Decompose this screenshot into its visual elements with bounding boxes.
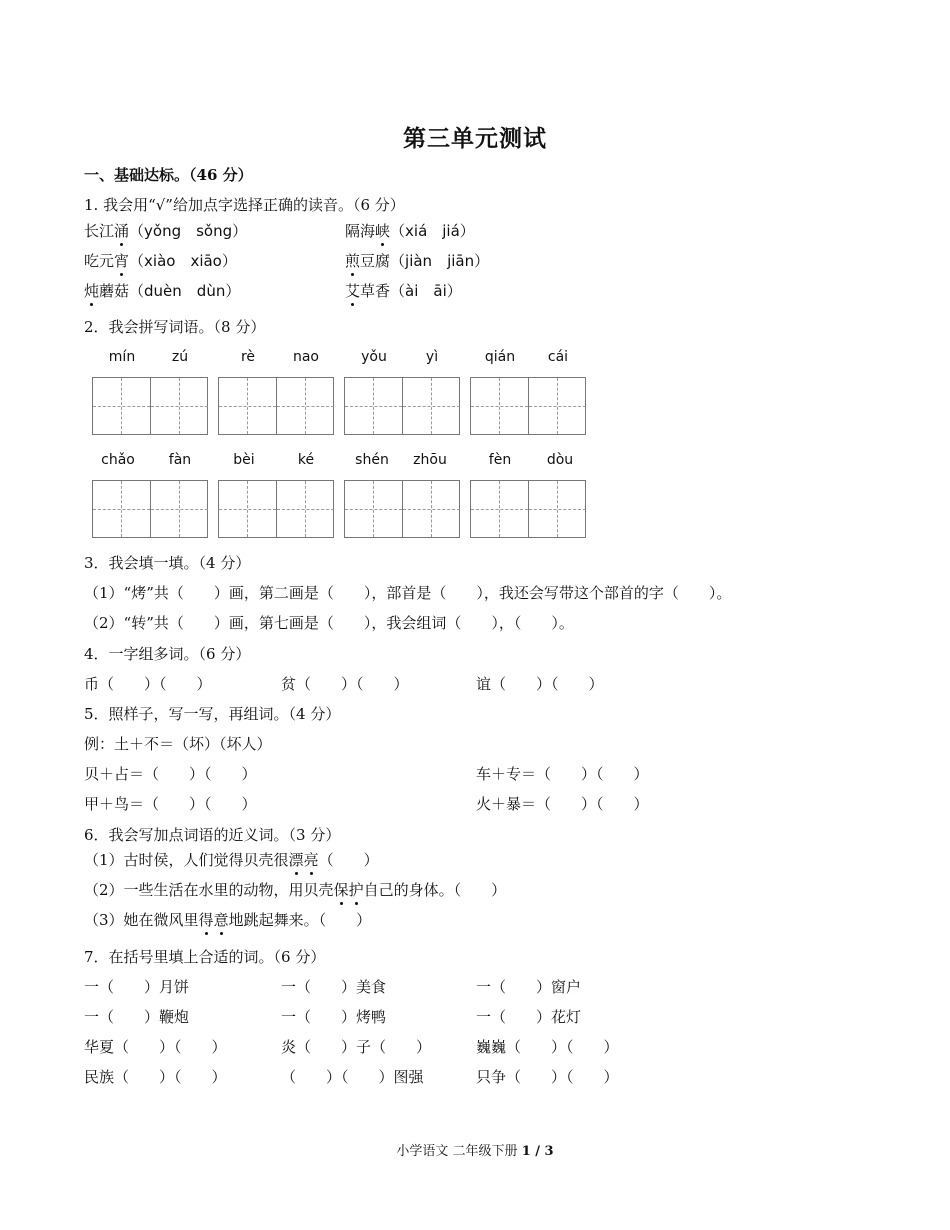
pinyin-choice[interactable]: （xiá jiá） xyxy=(390,222,475,240)
pinyin-choice[interactable]: （jiàn jiān） xyxy=(390,252,490,270)
dotted-char: 峡 xyxy=(375,222,391,240)
page-number: 1 / 3 xyxy=(521,1144,554,1159)
q5-item: 甲＋鸟＝（ ）（ ） xyxy=(84,795,257,813)
q5-item: 火＋暴＝（ ）（ ） xyxy=(476,795,649,813)
q1-item: 吃元宵（xiào xiāo） xyxy=(84,252,237,270)
pinyin-label: bèi xyxy=(233,452,255,468)
q4-heading: 4．一字组多词。（6 分） xyxy=(84,645,251,663)
q7-item: 一（ ）花灯 xyxy=(476,1008,582,1026)
dotted-char: 意 xyxy=(213,911,229,929)
writing-grid[interactable] xyxy=(92,480,208,538)
q6-heading: 6．我会写加点词语的近义词。（3 分） xyxy=(84,826,341,844)
q5-example: 例：土＋不＝（坏）（坏人） xyxy=(84,735,272,753)
pinyin-label: ké xyxy=(297,452,315,468)
dotted-char: 涌 xyxy=(114,222,130,240)
writing-grid[interactable] xyxy=(218,377,334,435)
q7-item: 一（ ）鞭炮 xyxy=(84,1008,190,1026)
q7-item: 一（ ）月饼 xyxy=(84,978,190,996)
footer-subject: 小学语文 二年级下册 xyxy=(396,1144,522,1159)
dotted-char: 护 xyxy=(348,881,364,899)
pinyin-label: shén xyxy=(355,452,389,468)
q4-item: 贫（ ）（ ） xyxy=(281,675,409,693)
dotted-char: 宵 xyxy=(114,252,130,270)
q7-item: 只争（ ）（ ） xyxy=(476,1068,619,1086)
q1-heading: 1. 我会用“√”给加点字选择正确的读音。（6 分） xyxy=(84,196,405,214)
page-title: 第三单元测试 xyxy=(403,125,547,152)
pinyin-label: yì xyxy=(425,349,439,365)
q7-item: （ ）（ ）图强 xyxy=(281,1068,424,1086)
dotted-char: 煎 xyxy=(345,252,361,270)
pinyin-choice[interactable]: （duèn dùn） xyxy=(129,282,241,300)
dotted-char: 得 xyxy=(198,911,214,929)
q7-item: 炎（ ）子（ ） xyxy=(281,1038,432,1056)
q7-item: 一（ ）窗户 xyxy=(476,978,582,996)
q5-item: 车＋专＝（ ）（ ） xyxy=(476,765,649,783)
q6-line: （2）一些生活在水里的动物，用贝壳保护自己的身体。（ ） xyxy=(84,881,507,899)
q7-item: 一（ ）美食 xyxy=(281,978,387,996)
q7-item: 华夏（ ）（ ） xyxy=(84,1038,227,1056)
q5-heading: 5．照样子，写一写，再组词。（4 分） xyxy=(84,705,341,723)
dotted-char: 亮 xyxy=(303,851,319,869)
q4-item: 谊（ ）（ ） xyxy=(476,675,604,693)
q1-item: 艾草香（ài āi） xyxy=(345,282,462,300)
writing-grid[interactable] xyxy=(470,480,586,538)
pinyin-label: fàn xyxy=(168,452,192,468)
writing-grid[interactable] xyxy=(470,377,586,435)
q1-item: 煎豆腐（jiàn jiān） xyxy=(345,252,490,270)
writing-grid[interactable] xyxy=(92,377,208,435)
pinyin-label: dòu xyxy=(546,452,574,468)
pinyin-label: mín xyxy=(108,349,136,365)
q3-line: （1）“烤”共（ ）画，第二画是（ ），部首是（ ），我还会写带这个部首的字（ ）。 xyxy=(84,584,732,602)
dotted-char: 炖 xyxy=(84,282,100,300)
q1-item: 炖蘑菇（duèn dùn） xyxy=(84,282,241,300)
q7-heading: 7．在括号里填上合适的词。（6 分） xyxy=(84,948,326,966)
q5-item: 贝＋占＝（ ）（ ） xyxy=(84,765,257,783)
q3-heading: 3．我会填一填。（4 分） xyxy=(84,554,251,572)
page-footer xyxy=(0,1140,950,1159)
pinyin-label: zhōu xyxy=(413,452,447,468)
pinyin-label: chǎo xyxy=(101,452,135,468)
writing-grid[interactable] xyxy=(218,480,334,538)
writing-grid[interactable] xyxy=(344,377,460,435)
pinyin-choice[interactable]: （xiào xiāo） xyxy=(129,252,237,270)
dotted-char: 保 xyxy=(333,881,349,899)
q6-line: （1）古时侯，人们觉得贝壳很漂亮（ ） xyxy=(84,851,379,869)
dotted-char: 漂 xyxy=(288,851,304,869)
pinyin-label: fèn xyxy=(488,452,512,468)
q4-item: 币（ ）（ ） xyxy=(84,675,212,693)
q2-heading: 2．我会拼写词语。（8 分） xyxy=(84,318,266,336)
q7-item: 巍巍（ ）（ ） xyxy=(476,1038,619,1056)
pinyin-label: cái xyxy=(547,349,569,365)
writing-grid[interactable] xyxy=(344,480,460,538)
pinyin-label: qián xyxy=(484,349,516,365)
pinyin-label: zú xyxy=(171,349,189,365)
pinyin-label: nao xyxy=(292,349,320,365)
q7-item: 民族（ ）（ ） xyxy=(84,1068,227,1086)
pinyin-label: rè xyxy=(240,349,256,365)
section-heading: 一、基础达标。（46 分） xyxy=(84,166,253,184)
q1-item: 隔海峡（xiá jiá） xyxy=(345,222,475,240)
q7-item: 一（ ）烤鸭 xyxy=(281,1008,387,1026)
pinyin-choice[interactable]: （ài āi） xyxy=(390,282,462,300)
dotted-char: 艾 xyxy=(345,282,361,300)
pinyin-label: yǒu xyxy=(361,349,387,365)
q1-item: 长江涌（yǒng sǒng） xyxy=(84,222,248,240)
q3-line: （2）“转”共（ ）画，第七画是（ ），我会组词（ ），（ ）。 xyxy=(84,614,574,632)
q6-line: （3）她在微风里得意地跳起舞来。（ ） xyxy=(84,911,372,929)
pinyin-choice[interactable]: （yǒng sǒng） xyxy=(129,222,248,240)
